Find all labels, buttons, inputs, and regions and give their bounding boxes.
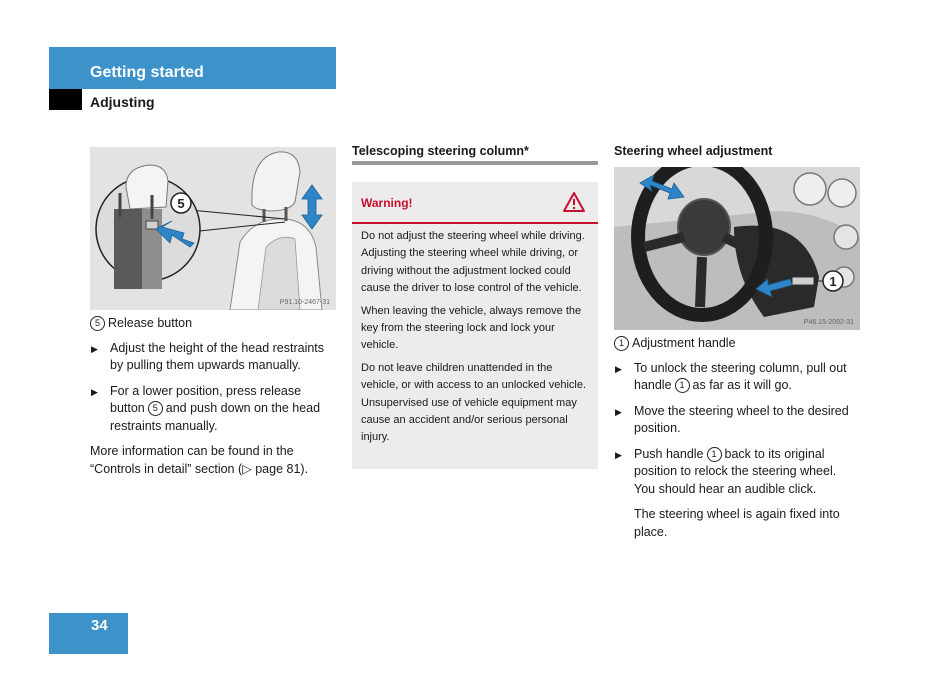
instruction-bullet xyxy=(614,446,860,499)
steering-wheel-instructions xyxy=(614,335,860,541)
warning-label: Warning! xyxy=(361,196,413,210)
bullet-text: as far as it will go. xyxy=(692,378,792,392)
subsection-title: Adjusting xyxy=(90,94,155,110)
subsection-marker xyxy=(49,89,82,110)
seat-callout-label: 5 xyxy=(177,196,185,211)
page-number-box xyxy=(49,613,128,654)
legend-number-5: 5 xyxy=(90,316,105,331)
wheel-drawing xyxy=(614,167,860,330)
instruction-bullet xyxy=(90,340,336,375)
telescoping-steering-title: Telescoping steering column* xyxy=(352,144,529,158)
bullet-text: Push handle xyxy=(634,446,704,461)
steering-wheel-illustration xyxy=(614,167,860,330)
bullet-text: back to its original position to relock the steering wheel. You should hear an audible click. xyxy=(634,446,837,496)
warning-triangle-icon xyxy=(562,191,586,213)
legend-text: Adjustment handle xyxy=(632,336,736,350)
warning-box xyxy=(352,182,598,469)
wheel-legend xyxy=(614,335,860,353)
note-text: The steering wheel is again fixed into place. xyxy=(634,507,840,539)
bullet-text: To unlock the steering column, pull out handle xyxy=(634,360,847,392)
warning-body xyxy=(361,228,591,452)
steering-wheel-adjustment-title: Steering wheel adjustment xyxy=(614,144,773,158)
warning-paragraph: Do not leave children unattended in the vehicle, or with access to an unlocked vehicle. Unsupervised use of vehicle equipment may cause an accident and/or serious personal injury. xyxy=(361,361,587,444)
seat-drawing xyxy=(90,147,336,310)
bullet-text: For a lower position, press release button xyxy=(110,383,302,415)
warning-paragraph: When leaving the vehicle, always remove the key from the steering lock and lock your vehicle. xyxy=(361,304,582,352)
section-title: Getting started xyxy=(90,64,204,81)
title-rule xyxy=(352,161,598,165)
wheel-callout-label: 1 xyxy=(829,274,837,289)
warning-paragraph: Do not adjust the steering wheel while driving. Adjusting the steering wheel while driving, or driving without the adjustment locked could cause the driver to lose control of the vehicle. xyxy=(361,230,585,295)
head-restraint-illustration xyxy=(90,147,336,310)
instruction-bullet xyxy=(614,403,860,438)
instruction-bullet xyxy=(614,360,860,395)
seat-figure-code: P91.10-2467-31 xyxy=(279,299,330,306)
more-info-text: More information can be found in the “Controls in detail” section (▷ page 81). xyxy=(90,444,309,476)
wheel-figure-code: P46.15-2092-31 xyxy=(803,319,854,326)
bullet-text: Move the steering wheel to the desired position. xyxy=(634,403,849,435)
seat-legend xyxy=(90,315,336,333)
instruction-bullet xyxy=(90,383,336,436)
warning-header xyxy=(352,182,598,224)
bullet-text: and push down on the head restraints manually. xyxy=(110,401,321,433)
bullet-text: Adjust the height of the head restraints by pulling them upwards manually. xyxy=(110,340,325,372)
page-number: 34 xyxy=(91,617,108,634)
inline-number-1: 1 xyxy=(707,447,722,462)
legend-number-1: 1 xyxy=(614,336,629,351)
inline-number-1: 1 xyxy=(675,378,690,393)
legend-text: Release button xyxy=(108,316,193,330)
inline-number-5: 5 xyxy=(148,401,163,416)
head-restraint-instructions xyxy=(90,315,336,478)
